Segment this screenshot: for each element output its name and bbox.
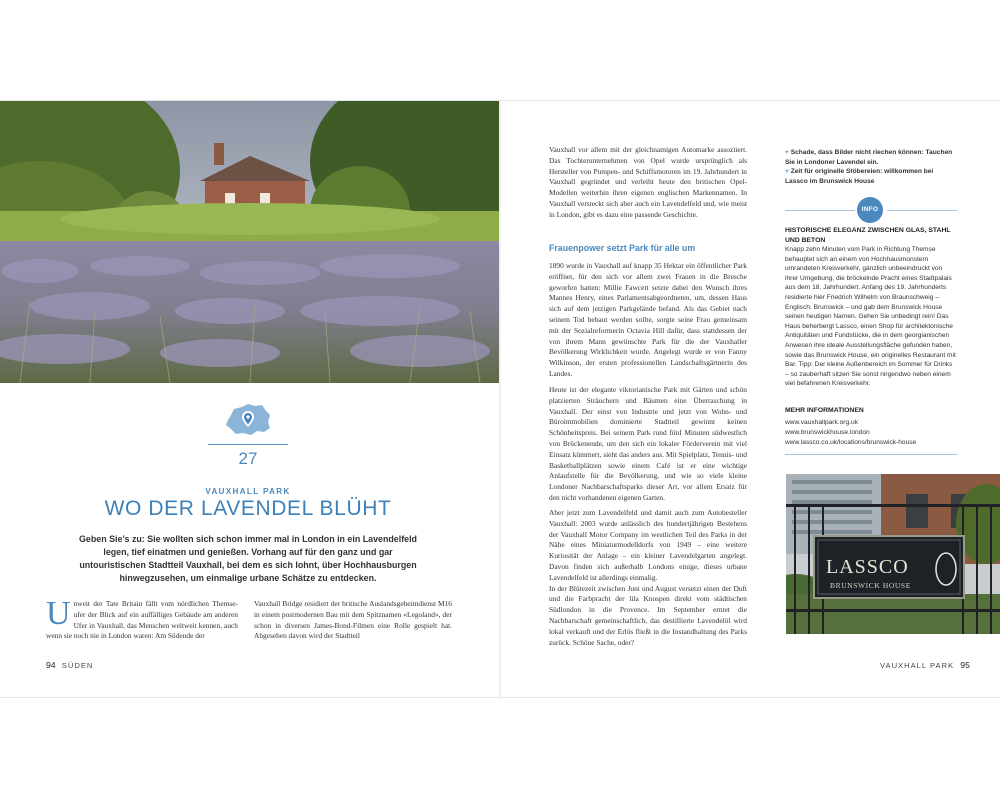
lavender-field-photo — [0, 101, 500, 383]
chapter-number: 27 — [238, 449, 258, 468]
section-label: VAUXHALL PARK — [880, 661, 955, 670]
lead-paragraph: Geben Sie’s zu: Sie wollten sich schon immer mal in London in ein Lavendelfeld legen, tief einatmen und genießen. Vorhang auf für den ganz und gar untouristischen Stadtteil Vauxhall, bei dem es sich lohnt, über Hochhausburgen hinwegzusehen, um einmalige urbane Schätze zu entdecken. — [79, 534, 417, 583]
body-column-right-1: Vauxhall vor allem mit der gleichnamigen Automarke assoziiert. Das Tochterunternehmen von Opel wurde ursprünglich als Hersteller von Pumpen- und Schiffsmotoren im 19. Jahrhundert in Vauxhall gegründet und verleiht heute den britischen Opel-Modellen weiterhin ihren eigenen englischen Markennamen. In Vauxhall versteckt sich aber auch ein Lavendelfeld und, wie meist in London, gibt es dazu eine passende Geschichte. — [549, 145, 747, 219]
book-spread — [0, 100, 1000, 698]
headline: WO DER LAVENDEL BLÜHT — [104, 497, 392, 520]
section-label: SÜDEN — [61, 661, 94, 670]
drop-cap: U — [46, 595, 71, 632]
tip-item: + Schade, dass Bilder nicht riechen können: Tauchen Sie in Londoner Lavendel ein. — [785, 149, 953, 166]
body-paragraph: Aber jetzt zum Lavendelfeld und damit auch zum Autobesteller Vauxhall: 2003 wurde anlässlich des hundertjährigen Bestehens der Vauxhall Motor Company im westlichen Teil des Parks in der Nähe eines Miniaturmodelldorfs von 1949 – eine weitere Kuriosität der Anlage – ein kleiner Lavendelgarten angelegt. Davon finden sich außerhalb Londons einige, dieses urbane Lavendelfeld ist allerdings einmalig. — [549, 508, 747, 582]
link-list — [785, 418, 916, 448]
gutter — [499, 101, 501, 699]
body-text: nweit der Tate Britain fällt vom nördlichen Themse-ufer der Blick auf ein auffälliges Gebäude am anderen Ufer in Vauxhall, das Menschen weltweit kennen, auch wenn sie noch nie in London waren: Am Südende der — [46, 599, 238, 641]
body-column-right-3: Heute ist der elegante viktorianische Park mit Gärten und schön platzierten Sträuchern und Bäumen eine Überraschung in Vauxhall. Der einst von Industrie und jetzt von Wohn- und Büroimmobilien dominierte Stadtteil gewinnt keinen Schönheitspreis. Bei seinem Park rund fünf Minuten südwestlich von Brückenende, um den sich ein lokaler Förderverein mit viel Einsatz kümmert, sieht das anders aus. Mit Spielplatz, Tennis- und Basketballplätzen sowie einem Café ist er eine wichtige Anlaufstelle für die Bevölkerung, und wie so viele kleine Londoner Nachbarschaftsparks dieser Art, vor allem Ersatz für den nicht vorhandenen eigenen Garten. — [549, 385, 747, 502]
info-badge: INFO — [857, 197, 883, 223]
folio-left — [46, 660, 93, 670]
page-number: 94 — [46, 660, 56, 670]
info-bottom-divider — [785, 454, 957, 455]
london-map-pin-icon — [224, 403, 272, 437]
folio-right — [880, 660, 970, 670]
link-brunswickhouse[interactable]: www.brunswickhouse.london — [785, 429, 870, 436]
lassco-sign-photo — [786, 474, 1000, 634]
body-column-left-2: Vauxhall Bridge residiert der britische Auslandsgeheimdienst M16 in einem postmodernen Bau mit dem Spitznamen «Legoland», der schon in diversen James-Bond-Filmen eine Rolle gespielt hat. Abgesehen davon wird der Stadtteil — [254, 599, 452, 641]
plus-icon: + — [785, 168, 789, 176]
link-lassco[interactable]: www.lassco.co.uk/locations/brunswick-house — [785, 439, 917, 446]
link-vauxhallpark[interactable]: www.vauxhallpark.org.uk — [785, 419, 858, 426]
chapter-rule — [208, 444, 288, 445]
more-info-heading: MEHR INFORMATIONEN — [785, 407, 864, 414]
sign-subtitle: BRUNSWICK HOUSE — [830, 581, 911, 590]
subheading: Frauenpower setzt Park für alle um — [549, 243, 696, 253]
body-column-right-2: 1890 wurde in Vauxhall auf knapp 35 Hektar ein öffentlicher Park eröffnet, für den sich vor allem zwei Frauen in die Bresche geworfen hatten: Millie Fawcett setzte dabei den Wunsch ihres Mannes Henry, eines Parlamentsabgeordneten, um, dessen Haus sich auf dem jetzigen Parkgelände befand. Als das Gebiet nach seinem Tod bebaut werden sollte, sorgte seine Frau gemeinsam mit der Sozialreformerin Octavia Hill dafür, dass stattdessen der von ihrem Mann gewünschte Park für die der Vauxhaller Bevölkerung Wirklichkeit wurde. Angelegt wurde er von Fanny Wilkinson, der ersten professionellen Landschaftsgärtnerin des Landes. — [549, 261, 747, 378]
info-heading: HISTORISCHE ELEGANZ ZWISCHEN GLAS, STAHL UND BETON — [785, 227, 951, 244]
body-column-right-4 — [549, 508, 747, 648]
tips-box — [785, 148, 957, 186]
body-column-left-1 — [46, 595, 238, 642]
plus-icon: + — [785, 149, 789, 156]
page-number: 95 — [960, 660, 970, 670]
sign-title: LASSCO — [826, 556, 909, 578]
info-divider-left — [785, 210, 855, 211]
body-paragraph: In der Blütezeit zwischen Juni und August versetzt einen der Duft und die Farbpracht der lila Knospen direkt vom städtischen Südlondon in die Provence. Im September erntet die Nachbarschaft gemeinschaftlich, das destillierte Lavendelöl wird lokal verkauft und der Erlös fließt in die Instandhaltung des Parks zurück. Schöne Sache, oder? — [549, 583, 747, 647]
kicker: VAUXHALL PARK — [205, 487, 291, 496]
tip-item: + Zeit für originelle Stöbereien: willkommen bei Lassco im Brunswick House — [785, 168, 934, 185]
info-divider-right — [887, 210, 957, 211]
info-text: Knapp zehn Minuten vom Park in Richtung Themse behauptet sich an einem von Hochhausmonstern umrandeten Kreisverkehr, gänzlich unbeeindruckt von ihrer Umgebung, die bröckelnde Pracht eines Stadtpalais aus dem 18. Jahrhundert. Anfang des 19. Jahrhunderts residierte hier Friedrich Wilhelm von Braunschweig – Englisch: Brunswick – und gab dem Brunswick House seinen heutigen Namen. Gehen Sie unbedingt rein! Das Haus beherbergt Lassco, einen Shop für architektonische Antiquitäten und Fundstücke, die in dem georgianischen Anwesen ihre ideale Ausstellungsfläche gefunden haben, sowie das Brunswick House, ein originelles Restaurant mit Bar. Tipp: Der kleine Außenbereich im Sommer für Drinks – so zauberhaft sitzen Sie sonst nirgendwo neben einem viel befahrenen Kreisverkehr. — [785, 246, 956, 388]
